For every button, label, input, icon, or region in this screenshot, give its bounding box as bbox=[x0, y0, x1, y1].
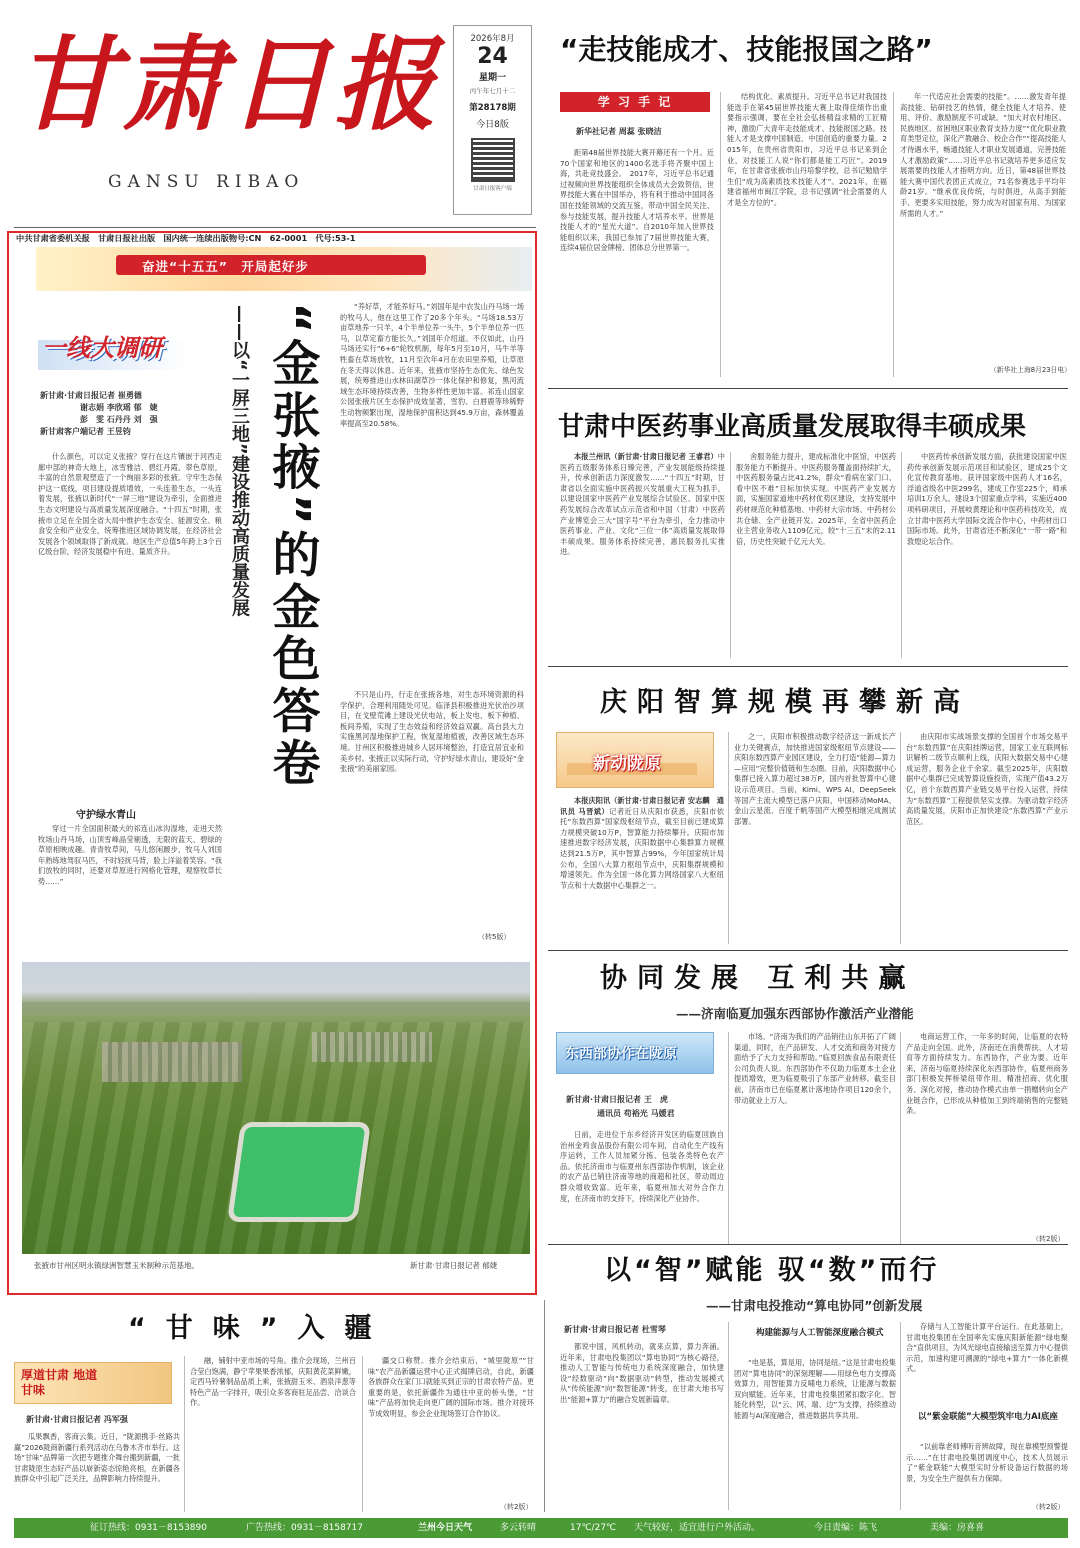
section-rule bbox=[548, 1244, 1068, 1245]
feature-col3: 不只是山丹，行走在张掖各地，对生态环境资源的科学保护、合理利用随处可见。临泽县积极推进光伏治沙项目，在戈壁荒滩上建设光伏电站，板上发电、板下种植、板间养殖，实现了生态效益和经济效益双赢。高台县大力实施黑河湿地保护工程，恢复湿地植被，改善区域生态环境。甘州区积极推进城乡人居环境整治，打造宜居宜业和美乡村。张掖正以实际行动，守护好绿水青山，建设好“金张掖”的美丽家园。 bbox=[340, 690, 524, 774]
xinjiang-col3: 疆交口称赞。推介会结束后，“城里陇原”“甘味”农产品新疆运营中心正式揭牌启动，自此，新疆各族群众在家门口就能买到正宗的甘肃农特产品。更重要的是，依托新疆作为通往中亚的桥头堡，“甘味”产品将加快走向更广阔的国际市场。推介对接环节成效明显，参会企业现场签订合作协议。 bbox=[368, 1356, 534, 1418]
xinjiang-col2: 融，铺射中亚市场的号角。推介会现场，兰州百合莹白饱满，静宁苹果果香浓郁，庆阳黄花菜鲜嫩，定西马铃薯制品品质上乘，张掖甜玉米、酒泉洋葱等特色产品一字排开，吸引众多客商驻足品尝、洽谈合作。 bbox=[190, 1356, 356, 1408]
badge-gansu-taste-label: 厚道甘肃 地道甘味 bbox=[21, 1368, 98, 1397]
col-divider bbox=[730, 452, 731, 658]
feature-subheadline: ——以“一屏三地”建设推动高质量发展 bbox=[229, 305, 250, 617]
col-divider bbox=[362, 1356, 363, 1512]
footer-temperature: 17℃/27℃ bbox=[570, 1523, 617, 1533]
tcm-headline[interactable]: 甘肃中医药事业高质量发展取得丰硕成果 bbox=[558, 412, 1027, 442]
footer-editor: 今日责编：陈飞 bbox=[814, 1523, 878, 1533]
xinjiang-continue: （转2版） bbox=[500, 1503, 533, 1511]
col-divider bbox=[900, 1032, 901, 1244]
footer-ad-hotline[interactable]: 广告热线：0931－8158717 bbox=[246, 1523, 363, 1533]
zhisuan-col2: “电是基，算是用，协同是纽。”这是甘肃电投集团对“算电协同”的深刻理解——用绿色电力支撑高效算力，用智能算力反哺电力系统，让能源与数据双向赋能。近年来，甘肃电投集团紧扣数字化、智能化转型，以“云、网、端、边”为支撑，持续推动能源与AI深度融合，推进数据共享共用。 bbox=[734, 1358, 896, 1420]
qingyang-byline: 本报庆阳讯（新甘肃·甘肃日报记者 安志麟 通讯员 马晋斌） bbox=[560, 796, 724, 816]
footer-weather: 多云转晴 bbox=[500, 1523, 537, 1533]
feature-headline[interactable]: “金张掖”的金色答卷 bbox=[264, 302, 320, 790]
page-count: 今日8版 bbox=[476, 120, 509, 130]
badge-new-momentum-label: 新动陇原 bbox=[593, 754, 661, 774]
cooperation-byline-1: 新甘肃·甘肃日报记者 王 虎 bbox=[566, 1095, 668, 1104]
zhisuan-col3-top: 存储与人工智能计算平台运行。在此基础上，甘肃电投集团在全国率先实施庆阳新能源“绿电聚合”直供项目，为风光绿电直接输送至算力中心提供示范，加速构建可溯源的“绿电+算力”一体化新模式。 bbox=[906, 1322, 1068, 1374]
footer-outlook: 天气较好，适宜进行户外活动。 bbox=[634, 1523, 761, 1533]
col-divider bbox=[544, 1300, 545, 1512]
cooperation-byline-2: 通讯员 苟裕光 马媛君 bbox=[597, 1109, 675, 1118]
cooperation-col2: 市场。“济南为我们的产品销往山东开拓了广阔渠道，同时，在产品研发、人才交流和商务对接方面给予了大力支持和帮助。”临夏回族食品有限责任公司负责人说。东西部协作不仅助力临夏本土企业提质增效，更为临夏吸引了东部产业转移。截至目前，济南市已在临夏累计落地协作项目120余个，带动就业上万人。 bbox=[734, 1032, 896, 1105]
zhisuan-col1: 都说中国，风机转动，就来点算，算力奔涌。近年来，甘肃电投集团以“算电协同”为核心路径，推动人工智能与传统电力系统深度融合，加快建设“经数驱动”向“数据驱动”转型，推动发展模式从“传统能源”向“数智能源”转变，在甘肃大地书写出“能源+算力”的融合发展新篇章。 bbox=[560, 1342, 724, 1404]
column-tag-study-notes bbox=[560, 92, 710, 112]
column-badge-label: 一线大调研 bbox=[42, 334, 162, 362]
feature-banner bbox=[36, 247, 532, 291]
footer-subscription-hotline[interactable]: 征订热线：0931－8153890 bbox=[90, 1523, 207, 1533]
feature-banner-label: 奋进“十五五” 开局起好步 bbox=[142, 259, 309, 274]
qingyang-col3: 由庆阳市实战场景支撑的全国首个市场交易平台“东数西算”在庆阳挂牌运营，国家工业互联网标识解析二级节点顺利上线，庆阳大数据交易中心建成运营，服务企业千余家。截至2025年，庆阳数据中心集群已完成智算设施投资，实现产值43.2万亿，首个东数西算产业链交易平台投入运营，持续为“东数西算”工程提供坚实支撑。为驱动数字经济高质量发展，庆阳市正加快建设“东数西算”产业示范区。 bbox=[906, 732, 1068, 826]
column-badge-survey bbox=[38, 318, 188, 376]
tcm-col3: 中医药传承创新发展方面，获批建设国家中医药传承创新发展示范项目和试验区，建成25个文化宣传教育基地。获评国家级中医药人才16名，浮道省级名中医299名，建成工作室225个，师承培训1万余人。建设3个国家重点学科，实施近400项科研项目，开展岐黄理论和中医药科技攻关，成立甘肃中医药大学国际交流合作中心，中药材出口国际市场。此外，甘肃省还不断深化“一带一路”和敦煌论坛合作。 bbox=[907, 452, 1067, 546]
qingyang-col1: 本报庆阳讯（新甘肃·甘肃日报记者 安志麟 通讯员 马晋斌）记者近日从庆阳市获悉，庆阳市依托“东数西算”国家级枢纽节点，截至目前已建成算力规模突破10万P，智算能力持续攀升。庆阳市加速推进数字经济发展，庆阳数据中心集群算力规模达到21.5万P，其中智算占99%，今年国家统计局公布，全国八大算力枢纽节点中，庆阳集群规模和增速领先。作为全国一体化算力网络国家八大枢纽节点和十大数据中心集群之一。 bbox=[560, 796, 724, 890]
date-lunar: 丙午年七月十二 bbox=[469, 87, 516, 95]
zhisuan-continue: （转2版） bbox=[1032, 1503, 1065, 1511]
section-rule bbox=[548, 388, 1068, 389]
top-story-col2: 结构优化、素质提升。习近平总书记对我国技能选手在第45届世界技能大赛上取得佳绩作出重要指示强调，要在全社会弘扬精益求精的工匠精神，激励广大青年走技能成才、技能报国之路。技能人才是支撑中国制造、中国创造的重要力量。2015年，在贵州省贵阳市，习近平总书记来到企业，对技能工人说“你们都是能工巧匠”。2019年，在甘肃省张掖市山丹培黎学校，总书记勉励学生们“成为高素质技术技能人才”。2021年，在福建省福州市闽江学院，总书记强调“社会需要的人才是全方位的”。 bbox=[727, 92, 887, 207]
xinjiang-col1: 瓜果飘香，客商云集。近日，“陇源携手·丝路共赢”2026陇商新疆行系列活动在乌鲁木齐市举行。这场“甘味”品牌第一次把专题推介舞台搬到新疆，一批甘肃陇原生态好产品以崭新姿态惊艳亮相，在新疆各族群众中引起广泛关注，品牌影响力持续提升。 bbox=[14, 1432, 180, 1484]
cooperation-headline[interactable]: 协同发展 互利共赢 bbox=[600, 963, 916, 994]
cooperation-col1: 日前，走进位于东乡经济开发区的临夏回族自治州金鸡食品股份有限公司车间，自动化生产线有序运转，工作人员加紧分拣、包装各类特色农产品。依托济南市与临夏州东西部协作机制，该企业的农产品已销往济南等地的商超和社区，带动周边群众增收致富。近年来，临夏州加大对外合作力度，在济南市的支持下，持续深化产业协作。 bbox=[560, 1130, 724, 1203]
feature-photo[interactable] bbox=[22, 962, 530, 1254]
badge-east-west bbox=[556, 1032, 714, 1074]
issue-number: 第28178期 bbox=[469, 103, 516, 113]
date-box bbox=[453, 25, 532, 215]
zhisuan-subhead-3: 以“紫金联能”大模型筑牢电力AI底座 bbox=[918, 1412, 1058, 1422]
feature-continue: （转5版） bbox=[478, 933, 511, 941]
feature-col1b: 穿过一片全国面积最大的祁连山冰沟湿地，走进天然牧场山丹马场，山顶雪峰晶莹剔透，无限的蓝天、碧绿的草原相映成趣。青青牧草间，马儿悠闲踱步，牧马人刘国年熟练地驾驭马匹，不时轻抚马背，脸上洋溢着笑容。“我们放牧的同时，还要对草原进行网格化管理，观察牧草长势……” bbox=[38, 824, 222, 886]
feature-photo-caption: 张掖市甘州区明永镇绿洲智慧玉米制种示范基地。 bbox=[34, 1261, 199, 1270]
masthead-title-en: GANSU RIBAO bbox=[108, 172, 305, 192]
col-divider bbox=[728, 1032, 729, 1244]
top-story-col3: 年一代适应社会需要的技能”。……激发青年提高技能、钻研技艺的热情，健全技能人才培养、使用、评价、激励制度不可或缺。“加大对农村地区、民族地区、贫困地区职业教育支持力度”“优化职业教育类型定位，深化产教融合、校企合作”“提高技能人才待遇水平，畅通技能人才职业发展通道，完善技能人才激励政策”……习近平总书记就培养更多适应发展需要的技能人才指明方向。近日，第48届世界技能大赛中国代表团正式成立，71名参赛选手平均年龄21岁。“继承优良传统，与时俱进，从高手到能手、更要多实用技能，努力成为对国家有用、为国家所需的人才。” bbox=[900, 92, 1066, 218]
qr-caption: 甘肃日报客户端 bbox=[473, 186, 512, 192]
cooperation-col3: 电商运营工作，一年多的时间，让临夏的农特产品走向全国。此外，济南还在消费帮扶、人才培育等方面持续发力。东西协作，产业为要。近年来，济南与临夏持续深化东西部协作，临夏州商务部门积极发挥桥梁纽带作用，精准招商、优化服务、深化对接，推动协作模式由单一捐赠转向全产业链合作，已形成从种植加工到终端销售的完整链条。 bbox=[906, 1032, 1068, 1116]
col-divider bbox=[901, 452, 902, 658]
zhisuan-subheadline: ——甘肃电投推动“算电协同”创新发展 bbox=[706, 1298, 923, 1313]
xinjiang-byline: 新甘肃·甘肃日报记者 冯军强 bbox=[26, 1415, 128, 1424]
footer-bar bbox=[14, 1518, 1068, 1538]
col-divider bbox=[720, 92, 721, 377]
qingyang-col2: 之一，庆阳市积极推动数字经济这一新成长产业力关键赛点，加快推进国家级枢纽节点建设——庆阳东数西算产业园区建设，全力打造“能源—算力—应用”完整价值链和生态圈。目前，庆阳数据中心集群已接入算力超过38万P，国内首批智算中心建设示范项目。当前，Kimi、WPS AI、DeepSeek等国产主流大模型已落户庆阳，中国移动MoMA、金山云星流、百度千帆等国产大模型相继完成测试部署。 bbox=[734, 732, 896, 826]
feature-photo-credit: 新甘肃·甘肃日报记者 郁婕 bbox=[410, 1261, 498, 1270]
tcm-col2: 舍服务能力提升，建成标准化中医馆，中医药服务能力不断提升。中医药服务覆盖面持续扩大，中医药服务量占比41.2%，群众“看病在家门口、看中医不难”目标加快实现。中医药产业发展方面，实施国家道地中药材优势区建设，支持发展中药材规范化种植基地、中药材大宗市场、中药材公共仓储、全产业链开发。2025年，全省中医药企业主营业务收入1109亿元，较“十三五”末的2.11倍，历史性突破千亿元大关。 bbox=[736, 452, 896, 546]
col-divider bbox=[728, 1322, 729, 1510]
masthead-title: 甘肃日报 bbox=[16, 25, 440, 145]
top-story-byline: 新华社记者 周蕊 张晓洁 bbox=[576, 127, 662, 136]
badge-new-momentum bbox=[556, 732, 714, 788]
feature-col1: 什么颜色，可以定义张掖？穿行在这片镶嵌于河西走廊中部的神奇大地上，冰雪雅洁、碧红丹霞、翠色草原，丰富的自然景观塑造了一个绚丽多彩的张掖。守牢生态保护这一底线，项目建设提质增效，一头连着生态，一头连着发展，张掖以新时代“一屏三地”建设为牵引，全面推进生态文明建设与高质量发展深度融合。“十四五”时期，张掖市立足在全国全省大局中维护生态安全、能源安全、粮食安全和产业安全，统筹推进区域协调发展，在经济社会发展各个领域取得了新成就。地区生产总值5年跨上3个百亿级台阶，经济发展稳中有进、量质齐升。 bbox=[38, 452, 222, 557]
col-divider bbox=[893, 92, 894, 377]
reservoir bbox=[227, 1122, 371, 1222]
section-rule bbox=[548, 666, 1068, 667]
feature-section-head: 守护绿水青山 bbox=[76, 810, 136, 821]
badge-gansu-taste bbox=[14, 1362, 172, 1404]
footer-designer: 美编：房喜喜 bbox=[930, 1523, 985, 1533]
tcm-col1: 本报兰州讯（新甘肃·甘肃日报记者 王睿君）中医药五级服务体系日臻完善，产业发展能级持续提升，传承创新活力深度激发……“十四五”时期，甘肃省以全面实施中医药振兴发展重大工程为抓手，以建设国家中医药产业发展综合试验区、国家中医药发展综合改革试点示范省和中国（甘肃）中医药产业博览会三大“国字号”平台为牵引，全力推动中医药事业、产业、文化“三位一体”高质量发展取得丰硕成果。服务体系持续完善，惠民服务扎实推进。 bbox=[560, 452, 725, 557]
tcm-byline: 本报兰州讯（新甘肃·甘肃日报记者 王睿君） bbox=[574, 452, 718, 461]
qr-code[interactable] bbox=[471, 138, 515, 182]
xinjiang-headline[interactable]: “甘味”入疆 bbox=[128, 1313, 392, 1344]
zhisuan-byline: 新甘肃·甘肃日报记者 杜雪琴 bbox=[564, 1325, 666, 1334]
top-story-col1: 距第48届世界技能大赛开幕还有一个月。近70个国家和地区的1400名选手将齐聚中国上海，共赴竞技盛会。 2017年，习近平总书记通过视频向世界技能组织全体成员大会致贺信，世界技能大赛在中国举办，将有利于推动中国同各国在技能领域的交流互鉴，带动中国全民关注、参与技能发展，提升技能人才培养水平。世界是技能人才的“星光大道”。自2010年加入世界技能组织以来，我国已参加了7届世界技能大赛，连续4届位居金牌榜、团体总分世界第一。 bbox=[560, 148, 714, 253]
date-year-month: 2026年8月 bbox=[470, 34, 515, 44]
zhisuan-headline[interactable]: 以“智”赋能 驭“数”而行 bbox=[604, 1255, 940, 1286]
feature-byline: 新甘肃·甘肃日报记者 崔勇德 谢志娟 李欣瑶 郁 婕 彭 雯 石丹丹 刘 强 新甘肃客户端记者 王昱钧 bbox=[40, 391, 158, 436]
section-rule bbox=[548, 950, 1068, 951]
feature-col2: “养好草，才能养好马。”刘国年是中农发山丹马场一场的牧马人，他在这里工作了20多个年头。“马场18.53万亩草地养一只羊，4个半单位养一头牛，5个半单位养一匹马，以草定畜方能长久。”刘国年介绍道。不仅如此，山丹马场还实行“6+6”轮牧机制，每年5月至10月，马牛羊等牲畜在草场放牧，11月至次年4月在农田里养殖，让草原在冬天得以休息。近年来，张掖市坚持生态优先、绿色发展，统筹推进山水林田湖草沙一体化保护和修复，黑河流域生态环境持续改善，生物多样性更加丰富。祁连山国家公园张掖片区生态保护成效显著，雪豹、白唇鹿等珍稀野生动物频繁出现，湿地保护面积达到45.9万亩，森林覆盖率提高至20.58%。 bbox=[340, 302, 524, 428]
col-divider bbox=[900, 732, 901, 944]
cooperation-continue: （转2版） bbox=[1032, 1235, 1065, 1243]
cooperation-subheadline: ——济南临夏加强东西部协作激活产业潜能 bbox=[676, 1006, 914, 1021]
date-day: 24 bbox=[477, 44, 508, 69]
footer-weather-city: 兰州今日天气 bbox=[418, 1523, 473, 1533]
col-divider bbox=[184, 1356, 185, 1512]
col-divider bbox=[900, 1322, 901, 1510]
publisher-line: 中共甘肃省委机关报 甘肃日报社出版 国内统一连续出版物号:CN 62-0001 代号:53-1 bbox=[16, 233, 356, 243]
badge-east-west-label: 东西部协作在陇原 bbox=[565, 1046, 677, 1062]
masthead-rule bbox=[14, 227, 536, 228]
top-story-headline[interactable]: “走技能成才、技能报国之路” bbox=[560, 33, 933, 66]
top-story-credit: （新华社上海8月23日电） bbox=[990, 366, 1071, 374]
qingyang-headline[interactable]: 庆阳智算规模再攀新高 bbox=[600, 687, 970, 718]
col-divider bbox=[728, 732, 729, 944]
zhisuan-subhead-2: 构建能源与人工智能深度融合模式 bbox=[756, 1328, 884, 1338]
column-tag-label: 学 习 手 记 bbox=[597, 95, 673, 109]
zhisuan-col3: “以前靠老师傅听音辨故障，现在靠模型预警提示……”在甘肃电投集团调度中心，技术人员展示了“紫金联能”大模型实时分析设备运行数据的场景，为安全生产提供有力保障。 bbox=[906, 1442, 1068, 1483]
date-weekday: 星期一 bbox=[478, 73, 506, 83]
